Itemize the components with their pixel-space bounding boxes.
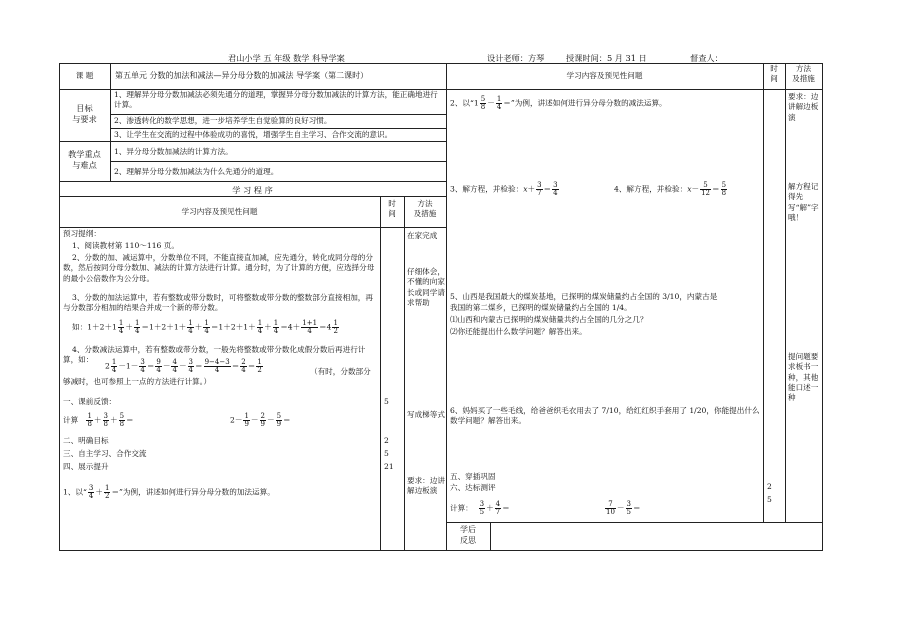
section-4-item: 1、以“ $\frac{3}{4}$ ＋ $\frac{1}{2}$ ＝”为例，讲述如何进行异分母分数的加法运算。	[63, 484, 275, 500]
goal-2: 2、渗透转化的数学思想，进一步培养学生自觉验算的良好习惯。	[114, 116, 332, 125]
section-1-calc-2: 2－ $\frac{1}{9}$ － $\frac{2}{9}$ － $\frac{5}{9}$ ＝	[230, 412, 291, 428]
question-5-line-4: ⑵你还能提出什么数学问题？解答出来。	[450, 327, 587, 336]
time-1: 5	[384, 397, 389, 406]
designer-label: 设计老师：方琴	[487, 53, 545, 63]
preview-3: 3、分数的加法运算中，若有整数或带分数时，可将整数或带分数的整数部分直接相加，再与分数部分相加的结果合并成一个新的带分数。	[63, 293, 373, 313]
key-1: 1、异分母分数加减法的计算方法。	[114, 147, 233, 156]
col-content-header: 学习内容及预见性问题	[181, 207, 258, 216]
question-5-line-1: 5、山西是我国最大的煤炭基地，已探明的煤炭储量约占全国的 3/10，内蒙古是	[450, 292, 718, 301]
method-help: 仔细体会，不懂的向家长或同学请求帮助	[407, 267, 445, 307]
time-2: 2	[384, 436, 389, 445]
goal-3: 3、让学生在交流的过程中体验成功的喜悦，增强学生自主学习、合作交流的意识。	[114, 130, 393, 139]
right-method-explain: 要求：边讲解边板演	[788, 92, 819, 122]
method-home: 在家完成	[407, 231, 438, 240]
reflection-label: 学后 反思	[460, 525, 476, 545]
question-3: 3、解方程，并检验：x＋ $\frac{3}{7}$ ＝ $\frac{3}{4}$	[450, 181, 558, 197]
section-2: 二、明确目标	[63, 436, 109, 445]
section-1: 一、课前反馈：	[63, 397, 117, 406]
process-title: 学 习 程 序	[232, 185, 273, 195]
section-3: 三、自主学习、合作交流	[63, 449, 147, 458]
question-5-line-3: ⑴山西和内蒙古已探明的煤炭储量共约占全国的几分之几？	[450, 315, 648, 324]
right-col-time-header: 时 间	[770, 64, 778, 84]
col-time-header: 时 间	[388, 199, 396, 219]
topic-value: 第五单元 分数的加法和减法—异分母分数的加减法 导学案（第二课时）	[115, 71, 369, 80]
right-method-questions: 提问题要求板书一种，其他能口述一种	[788, 352, 819, 402]
time-4: 21	[384, 462, 394, 471]
key-2: 2、理解异分母分数加减法为什么先通分的道理。	[114, 167, 279, 176]
question-2: 2、以“1 $\frac{5}{8}$ － $\frac{1}{4}$ ＝”为例，讲述如何进行异分母分数的减法运算。	[450, 95, 667, 111]
preview-3-example: 如：1＋2＋1 $\frac{1}{4}$ ＋ $\frac{1}{4}$ ＝1＋2＋1＋ $\frac{1}{4}$ ＋ $\frac{1}{4}$ ＝1＋2＋1＋ $\frac{1}{4}$ ＋ $\frac{1}{4}$ ＝4＋ $\frac{1+1}{4}$ ＝4 $\frac{1}{2}$	[72, 319, 338, 335]
question-5-line-2: 我国的第二煤乡，已探明的煤炭储量约占全国的 1/4。	[450, 303, 632, 312]
question-4: 4、解方程，并检验：x－ $\frac{5}{12}$ ＝ $\frac{5}{8}$	[614, 181, 727, 197]
col-method-header: 方法 及措施	[413, 199, 437, 219]
topic-label: 课 题	[75, 71, 94, 80]
right-method-equation: 解方程记得先写“解”字哦！	[788, 182, 819, 222]
preview-1: 1、阅读教材第 110～116 页。	[72, 241, 179, 250]
key-label: 教学重点 与难点	[68, 149, 101, 171]
section-1-calc: 计算 $\frac{1}{8}$ ＋ $\frac{3}{8}$ ＋ $\frac{5}{8}$ ＝	[63, 412, 134, 428]
preview-4: 4、分数减法运算中，若有整数或带分数，一般先将整数或带分数化成假分数后再进行计算，如：	[63, 345, 366, 365]
right-time-2: 5	[767, 495, 772, 504]
preview-title: 预习提纲：	[63, 229, 101, 238]
section-6-calc-2: $\frac{7}{10}$ － $\frac{3}{5}$ ＝	[606, 500, 641, 516]
preview-2: 2、分数的加、减运算中，分数单位不同，不能直接直加减，应先通分，转化成同分母的分数，然后按同分母分数加、减法的计算方法进行计算。通分时，为了计算的方便，应选择分母的最小公倍数作为公分母。	[63, 253, 375, 283]
right-time-1: 2	[767, 482, 772, 491]
method-steps: 写成梯等式	[407, 410, 445, 419]
goals-label: 目标 与要求	[72, 103, 97, 125]
section-6: 六、达标测评	[450, 483, 496, 492]
checker-label: 督查人：	[690, 53, 773, 64]
preview-4-example: 2 $\frac{1}{4}$ －1－ $\frac{3}{4}$ ＝ $\frac{9}{4}$ － $\frac{4}{4}$ － $\frac{3}{4}$ ＝ $\frac{9-4-3}{4}$ ＝ $\frac{2}{4}$ ＝ $\frac{1}{2}$	[105, 358, 262, 374]
method-explain: 要求：边讲解边板演	[407, 476, 445, 496]
right-col-method-header: 方法 及措施	[792, 64, 815, 84]
section-4: 四、展示提升	[63, 462, 109, 471]
question-6: 6、妈妈买了一些毛线，给爸爸织毛衣用去了 7/10，给红红织手套用了 1/20，你能提出什么数学问题？解答出来。	[450, 406, 760, 426]
section-5: 五、穿插巩固	[450, 472, 496, 481]
goal-1: 1、理解异分母分数加减法必须先通分的道理，掌握异分母分数加减法的计算方法，能正确地进行计算。	[114, 90, 438, 110]
section-6-calc-1: 计算： $\frac{3}{5}$ ＋ $\frac{4}{7}$ ＝	[450, 500, 510, 516]
preview-4-note: （有时，分数部分够减时，也可参照上一点的方法进行计算。）	[63, 367, 371, 387]
time-3: 5	[384, 449, 389, 458]
right-col-content-header: 学习内容及预见性问题	[566, 71, 643, 80]
lesson-time: 授课时间：5 月 31 日	[566, 53, 647, 63]
page-title: 君山小学 五 年级 数学 科导学案	[228, 53, 345, 63]
